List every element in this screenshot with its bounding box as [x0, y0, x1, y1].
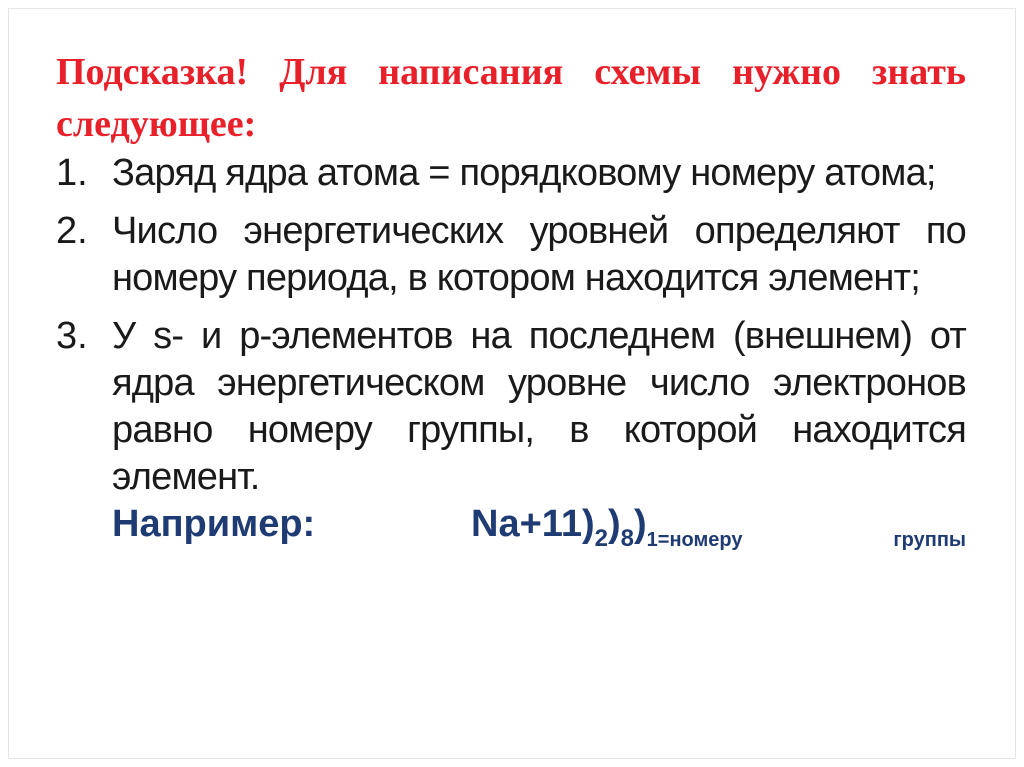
list-item-1 [56, 150, 966, 197]
shell-count-2: 8 [620, 525, 635, 552]
example-label: Например: Na+11 [112, 503, 582, 545]
list-item-body [112, 313, 966, 552]
hint-heading: Подсказка! Для написания схемы нужно знать следующее: [56, 51, 966, 145]
list-item-2 [56, 208, 966, 302]
list-number: 2. [56, 210, 88, 252]
shell-count-3-note: 1=номеру группы [646, 529, 966, 551]
shell-count-1: 2 [594, 525, 608, 552]
list-item-3 [56, 313, 966, 552]
shell-bracket: ) [581, 503, 595, 545]
list-item-text: Заряд ядра атома = порядковому номеру атома; [112, 152, 936, 194]
rules-list [56, 150, 966, 559]
list-item-text: У s- и p-элементов на последнем (внешнем) от ядра энергетическом уровне число электронов равно номеру группы, в которой находится элемент. [112, 315, 966, 498]
shell-bracket: ) [608, 503, 621, 545]
example-formula [112, 501, 966, 552]
shell-bracket: ) [634, 503, 647, 545]
list-item-text: Число энергетических уровней определяют по номеру периода, в котором находится элемент; [112, 210, 966, 299]
list-number: 1. [56, 152, 88, 194]
list-number: 3. [56, 315, 88, 357]
